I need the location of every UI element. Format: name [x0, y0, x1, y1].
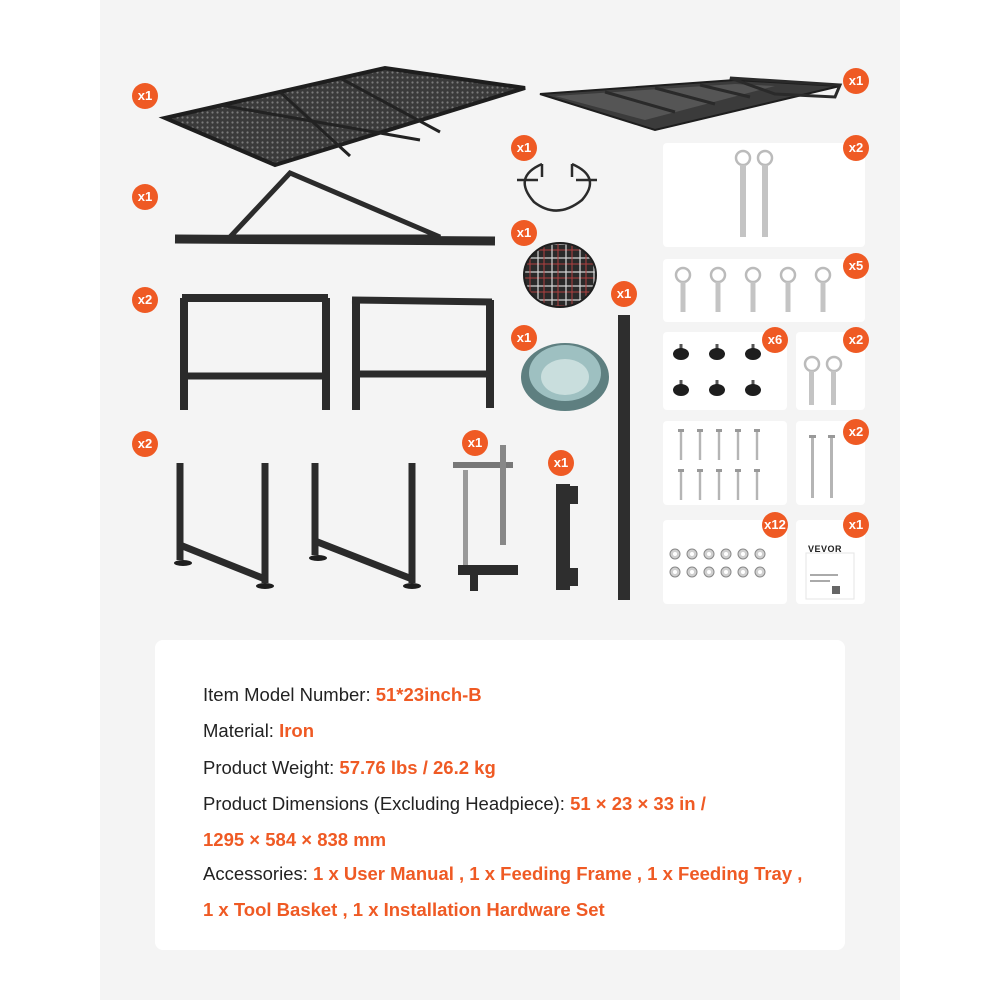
- ring-pin-icon: [746, 268, 760, 312]
- nut-icon: [721, 549, 731, 559]
- ring-pin-icon: [711, 268, 725, 312]
- badge-tray: x1: [843, 68, 869, 94]
- badge-legs: x2: [132, 431, 158, 457]
- manual-brand-logo: VEVOR: [808, 544, 843, 554]
- nut-icon: [670, 549, 680, 559]
- knob-icon: [745, 380, 761, 396]
- nut-icon: [704, 549, 714, 559]
- badge-tool-basket: x1: [511, 220, 537, 246]
- bolt-icon: [735, 469, 741, 500]
- triangle-frame: [170, 165, 500, 250]
- tool-basket: [520, 240, 600, 312]
- badge-head-rail: x1: [462, 430, 488, 456]
- bolt-icon: [754, 469, 760, 500]
- spec-accessories-label: Accessories:: [203, 863, 314, 884]
- badge-nuts: x12: [762, 512, 788, 538]
- spec-model-value: 51*23inch-B: [375, 684, 482, 705]
- nut-icon: [738, 549, 748, 559]
- badge-manual: x1: [843, 512, 869, 538]
- nut-icon: [721, 567, 731, 577]
- side-frame-right: [340, 290, 510, 415]
- bolt-icon: [716, 429, 722, 460]
- nut-icon: [755, 549, 765, 559]
- nut-icon: [704, 567, 714, 577]
- spec-dimensions: [203, 793, 706, 815]
- nut-icon: [670, 567, 680, 577]
- badge-triangle-frame: x1: [132, 184, 158, 210]
- bolt-icon: [697, 469, 703, 500]
- badge-long-pins: x2: [843, 135, 869, 161]
- badge-small-ring-pins: x2: [843, 327, 869, 353]
- bolt-icon: [678, 429, 684, 460]
- ring-pin-icon: [781, 268, 795, 312]
- badge-tall-post: x1: [611, 281, 637, 307]
- leg-right: [300, 455, 430, 595]
- badge-knobs: x6: [762, 327, 788, 353]
- spec-weight-label: Product Weight:: [203, 757, 340, 778]
- knob-icon: [709, 380, 725, 396]
- leg-left: [165, 455, 295, 595]
- bracket: [548, 480, 584, 595]
- ring-pin-icon: [676, 268, 690, 312]
- badge-mesh-top: x1: [132, 83, 158, 109]
- nut-icon: [738, 567, 748, 577]
- spec-accessories: [203, 863, 802, 885]
- spec-model: [203, 684, 482, 706]
- bolt-icon: [678, 469, 684, 500]
- mesh-top-panel: [160, 60, 530, 170]
- knob-icon: [673, 344, 689, 360]
- spec-accessories-value-1: 1 x User Manual , 1 x Feeding Frame , 1 x Feeding Tray ,: [313, 863, 803, 884]
- spec-material-value: Iron: [279, 720, 315, 741]
- badge-ring: x1: [511, 135, 537, 161]
- bolt-icon: [697, 429, 703, 460]
- spec-dimensions-label: Product Dimensions (Excluding Headpiece):: [203, 793, 571, 814]
- badge-long-bolts: x2: [843, 419, 869, 445]
- spec-material: [203, 720, 314, 742]
- nut-icon: [687, 549, 697, 559]
- head-rail: [448, 440, 523, 595]
- spec-dimensions-value-1: 51 × 23 × 33 in /: [570, 793, 706, 814]
- tall-post: [612, 310, 636, 605]
- badge-ring-pins: x5: [843, 253, 869, 279]
- spec-material-label: Material:: [203, 720, 280, 741]
- badge-bracket: x1: [548, 450, 574, 476]
- nut-icon: [687, 567, 697, 577]
- ring-pin-icon: [816, 268, 830, 312]
- bolt-icon: [716, 469, 722, 500]
- spec-dimensions-value-2: 1295 × 584 × 838 mm: [203, 829, 387, 850]
- spec-weight: [203, 757, 496, 779]
- bolt-icon: [754, 429, 760, 460]
- badge-side-frames: x2: [132, 287, 158, 313]
- knob-icon: [745, 344, 761, 360]
- long-pins-art: [730, 148, 780, 240]
- bolts-art: [663, 421, 787, 505]
- nut-icon: [755, 567, 765, 577]
- spec-accessories-value-2: 1 x Tool Basket , 1 x Installation Hardware Set: [203, 899, 605, 920]
- ring-pins-art: [668, 264, 838, 319]
- feeding-tray: [535, 72, 845, 137]
- side-frame-left: [170, 290, 340, 415]
- knob-icon: [673, 380, 689, 396]
- bolt-icon: [735, 429, 741, 460]
- spec-card: [155, 640, 845, 950]
- ring-clamp: [512, 152, 602, 217]
- knob-icon: [709, 344, 725, 360]
- spec-weight-value: 57.76 lbs / 26.2 kg: [339, 757, 496, 778]
- badge-bowl: x1: [511, 325, 537, 351]
- spec-model-label: Item Model Number:: [203, 684, 376, 705]
